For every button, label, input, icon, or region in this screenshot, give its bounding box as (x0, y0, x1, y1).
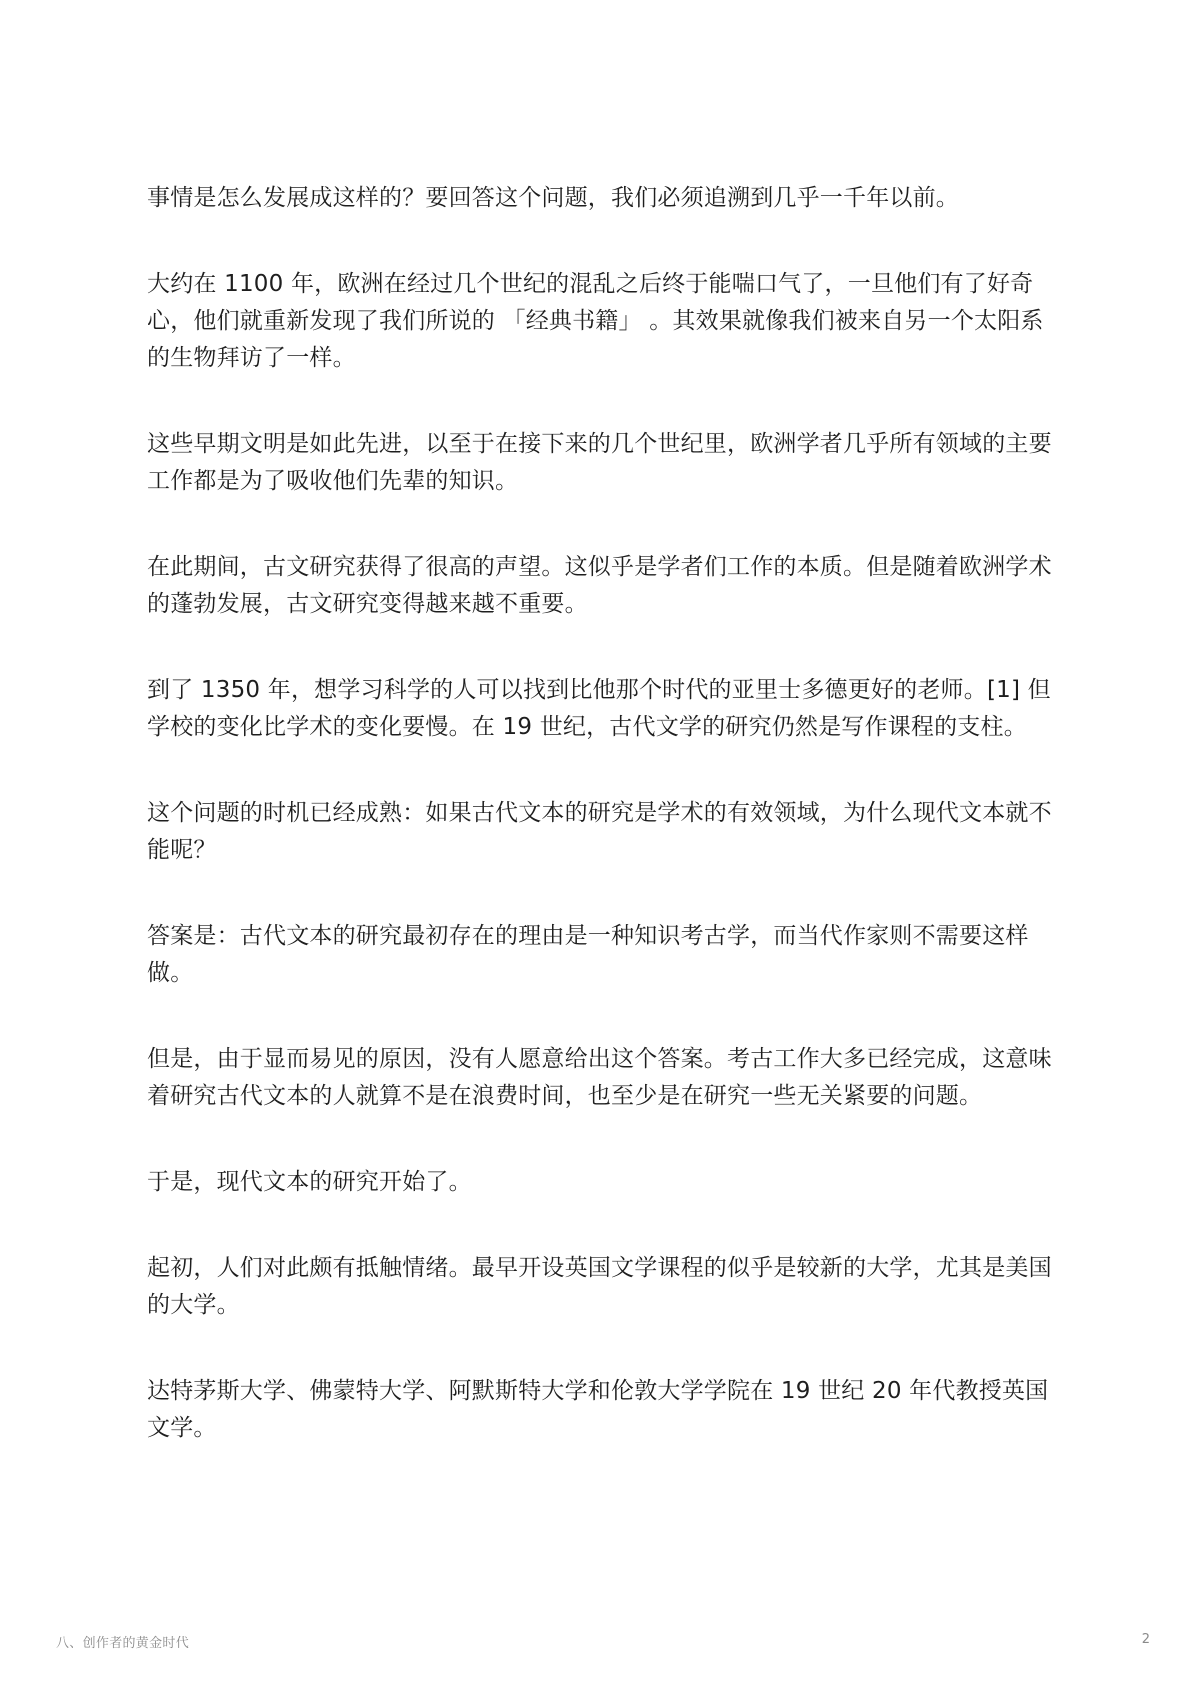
footer-chapter-title: 八、创作者的黄金时代 (56, 1636, 190, 1651)
paragraph-5: 到了 1350 年，想学习科学的人可以找到比他那个时代的亚里士多德更好的老师。[1] 但学校的变化比学术的变化要慢。在 19 世纪，古代文学的研究仍然是写作课程的支柱。 (147, 677, 1051, 740)
paragraph-6: 这个问题的时机已经成熟：如果古代文本的研究是学术的有效领域，为什么现代文本就不能呢？ (147, 800, 1052, 863)
paragraph-2: 大约在 1100 年，欧洲在经过几个世纪的混乱之后终于能喘口气了，一旦他们有了好奇心，他们就重新发现了我们所说的 「经典书籍」 。其效果就像我们被来自另一个太阳系的生物拜访了一样。 (147, 271, 1044, 371)
paragraph-4: 在此期间，古文研究获得了很高的声望。这似乎是学者们工作的本质。但是随着欧洲学术的蓬勃发展，古文研究变得越来越不重要。 (147, 554, 1052, 617)
paragraph-9: 于是，现代文本的研究开始了。 (147, 1169, 472, 1195)
paragraph-1: 事情是怎么发展成这样的？要回答这个问题，我们必须追溯到几乎一千年以前。 (147, 185, 959, 211)
document-body (147, 180, 1057, 1496)
paragraph-3: 这些早期文明是如此先进，以至于在接下来的几个世纪里，欧洲学者几乎所有领域的主要工作都是为了吸收他们先辈的知识。 (147, 431, 1052, 494)
paragraph-8: 但是，由于显而易见的原因，没有人愿意给出这个答案。考古工作大多已经完成，这意味着研究古代文本的人就算不是在浪费时间，也至少是在研究一些无关紧要的问题。 (147, 1046, 1052, 1109)
paragraph-7: 答案是：古代文本的研究最初存在的理由是一种知识考古学，而当代作家则不需要这样做。 (147, 923, 1029, 986)
footer-page-number: 2 (1141, 1632, 1150, 1647)
paragraph-10: 起初，人们对此颇有抵触情绪。最早开设英国文学课程的似乎是较新的大学，尤其是美国的大学。 (147, 1255, 1052, 1318)
paragraph-11: 达特茅斯大学、佛蒙特大学、阿默斯特大学和伦敦大学学院在 19 世纪 20 年代教授英国文学。 (147, 1378, 1049, 1441)
